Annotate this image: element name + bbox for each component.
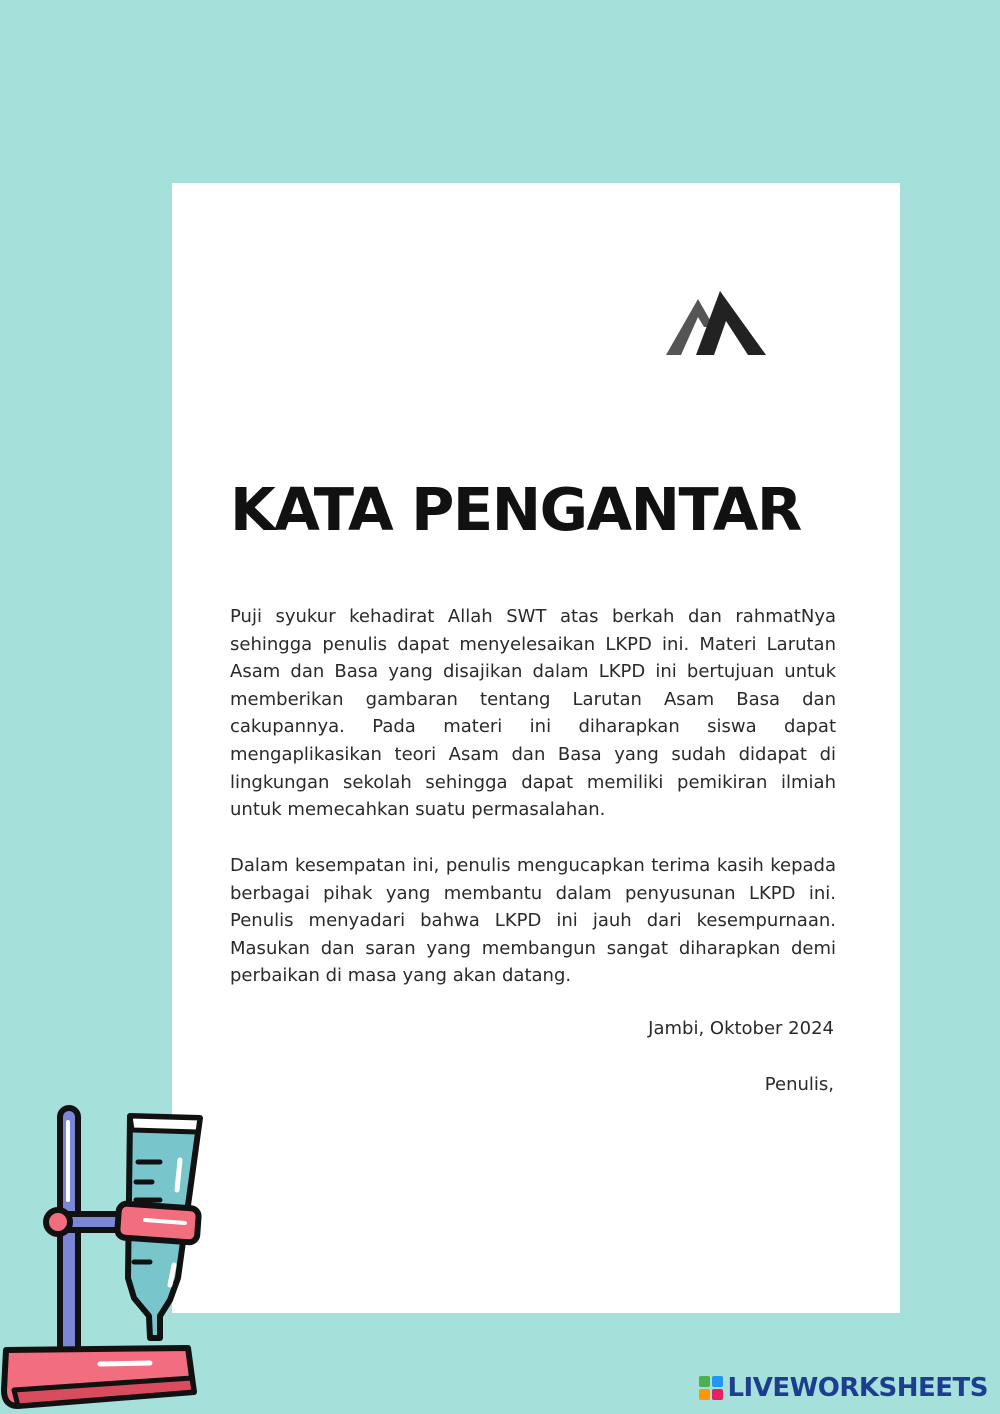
liveworksheets-watermark [699, 1373, 988, 1403]
watermark-text: LIVEWORKSHEETS [727, 1373, 988, 1403]
page-title: KATA PENGANTAR [230, 475, 801, 544]
paragraph-thanks: Dalam kesempatan ini, penulis mengucapkan terima kasih kepada berbagai pihak yang membantu dalam penyusunan LKPD ini. Penulis menyadari bahwa LKPD ini jauh dari kesempurnaan. Masukan dan saran yang membangun sangat diharapkan demi perbaikan di masa yang akan datang. [230, 855, 836, 987]
mountain-logo-icon [666, 291, 766, 355]
place-date: Jambi, Oktober 2024 [648, 1018, 834, 1039]
signature-label: Penulis, [764, 1074, 834, 1095]
liveworksheets-logo-icon [699, 1376, 723, 1400]
paragraph-intro: Puji syukur kehadirat Allah SWT atas berkah dan rahmatNya sehingga penulis dapat menyelesaikan LKPD ini. Materi Larutan Asam dan Basa yang disajikan dalam LKPD ini bertujuan untuk memberikan gambaran tentang Larutan Asam Basa dan cakupannya. Pada materi ini diharapkan siswa dapat mengaplikasikan teori Asam dan Basa yang sudah didapat di lingkungan sekolah sehingga dapat memiliki pemikiran ilmiah untuk memecahkan suatu permasalahan. [230, 606, 836, 821]
document-page [172, 183, 900, 1313]
burette-stand-icon [0, 1100, 215, 1414]
